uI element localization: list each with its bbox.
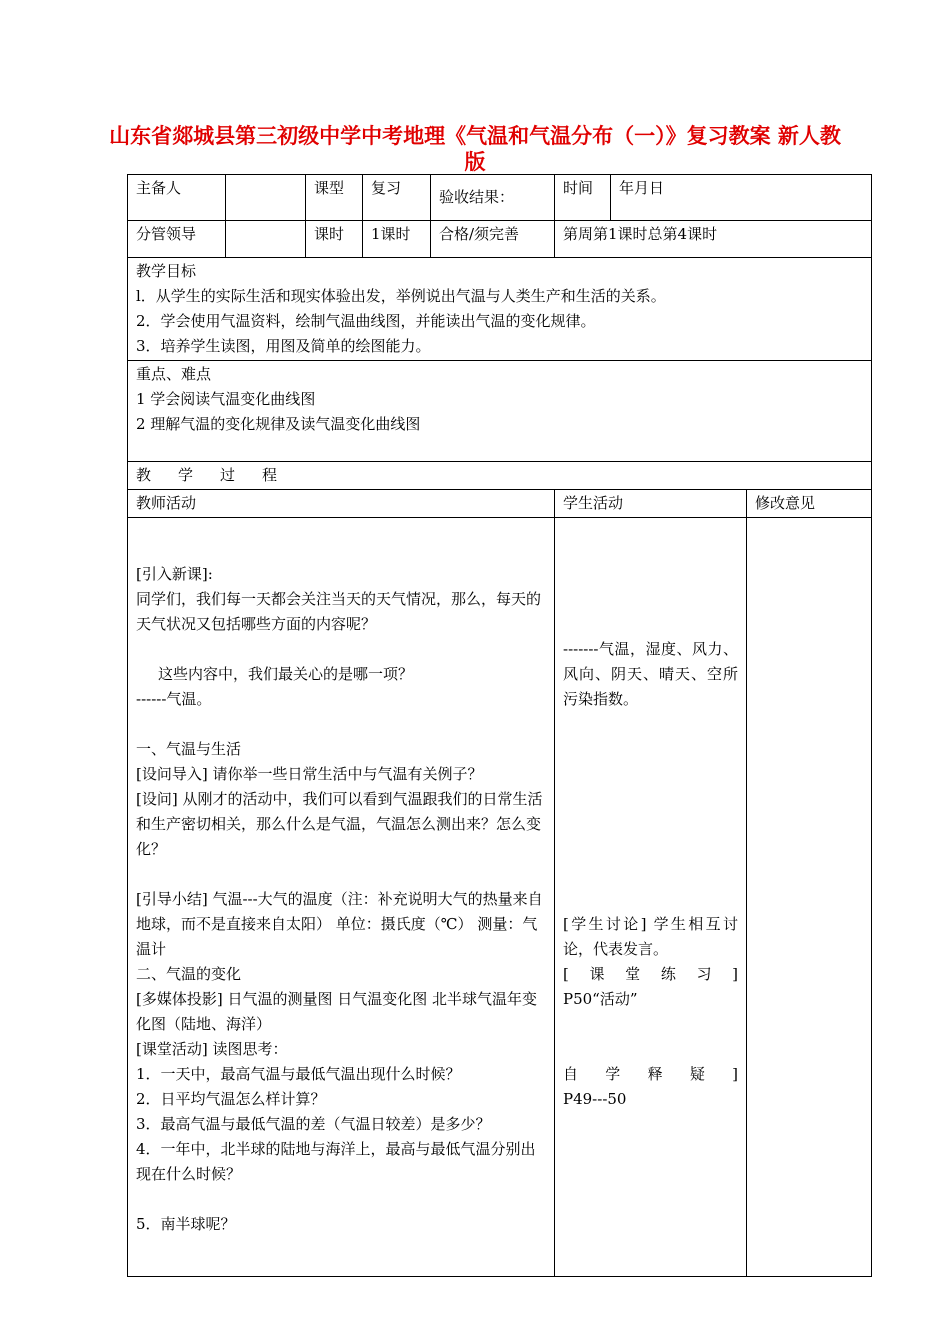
time-label: 时间 (555, 175, 611, 221)
goal-item: 2．学会使用气温资料，绘制气温曲线图，并能读出气温的变化规律。 (136, 312, 596, 330)
student-discussion: [学生讨论] 学生相互讨论，代表发言。 (563, 915, 738, 958)
document-title: 山东省郯城县第三初级中学中考地理《气温和气温分布（一）》复习教案 新人教版 (109, 123, 841, 174)
preparer-value (226, 175, 306, 221)
revise-col-header: 修改意见 (747, 490, 872, 518)
paragraph: ------气温。 (136, 690, 212, 708)
preparer-label: 主备人 (128, 175, 226, 221)
activity-row (128, 518, 872, 1277)
check-value: 合格/须完善 (431, 221, 555, 258)
student-activity-cell (555, 518, 747, 1277)
paragraph: 这些内容中，我们最关心的是哪一项？ (158, 665, 414, 683)
header-row-2 (128, 221, 872, 258)
process-row (128, 462, 872, 490)
key-point-item: 2 理解气温的变化规律及读气温变化曲线图 (136, 415, 421, 433)
section-heading: 一、气温与生活 (136, 740, 242, 758)
goal-item: l．从学生的实际生活和现实体验出发，举例说出气温与人类生产和生活的关系。 (136, 287, 666, 305)
question-item: 2．日平均气温怎么样计算？ (136, 1090, 326, 1108)
key-points-row (128, 361, 872, 462)
student-col-header: 学生活动 (555, 490, 747, 518)
student-exercise-ref: P50“活动” (563, 990, 638, 1008)
teacher-activity-cell (128, 518, 555, 1277)
paragraph: [设问导入] 请你举一些日常生活中与气温有关例子？ (136, 765, 483, 783)
type-label: 课型 (306, 175, 363, 221)
intro-label: [引入新课]: (136, 565, 213, 583)
goals-row (128, 258, 872, 361)
student-answer: -------气温，湿度、风力、风向、阴天、晴天、空所污染指数。 (563, 640, 738, 708)
teacher-col-header: 教师活动 (128, 490, 555, 518)
goal-item: 3．培养学生读图，用图及简单的绘图能力。 (136, 337, 431, 355)
revise-cell (747, 518, 872, 1277)
student-exercise-label: [课堂练习] (563, 965, 738, 983)
key-point-item: 1 学会阅读气温变化曲线图 (136, 390, 316, 408)
paragraph: [引导小结] 气温---大气的温度（注：补充说明大气的热量来自地球，而不是直接来自太阳） 单位：摄氏度（℃） 测量：气温计 (136, 890, 543, 958)
leader-label: 分管领导 (128, 221, 226, 258)
paragraph: [设问] 从刚才的活动中，我们可以看到气温跟我们的日常生活和生产密切相关，那么什么是气温，气温怎么测出来？怎么变化？ (136, 790, 543, 858)
self-study-label: 自学释疑] (563, 1065, 738, 1083)
goals-heading: 教学目标 (136, 262, 197, 280)
process-heading: 教学过程 (136, 466, 305, 484)
section-heading: 二、气温的变化 (136, 965, 242, 983)
paragraph: [课堂活动] 读图思考： (136, 1040, 288, 1058)
question-item: 5．南半球呢？ (136, 1215, 236, 1233)
question-item: 3．最高气温与最低气温的差（气温日较差）是多少？ (136, 1115, 491, 1133)
paragraph: 同学们，我们每一天都会关注当天的天气情况，那么，每天的天气状况又包括哪些方面的内容呢？ (136, 590, 542, 633)
question-item: 4．一年中，北半球的陆地与海洋上，最高与最低气温分别出现在什么时候？ (136, 1140, 536, 1183)
hours-label: 课时 (306, 221, 363, 258)
key-points-heading: 重点、难点 (136, 365, 212, 383)
question-item: 1．一天中，最高气温与最低气温出现什么时候？ (136, 1065, 461, 1083)
week-value: 第周第1课时总第4课时 (555, 221, 872, 258)
header-row-1 (128, 175, 872, 221)
column-header-row (128, 490, 872, 518)
paragraph: [多媒体投影] 日气温的测量图 日气温变化图 北半球气温年变化图（陆地、海洋） (136, 990, 538, 1033)
hours-value: 1课时 (363, 221, 431, 258)
leader-value (226, 221, 306, 258)
check-label: 验收结果： (431, 175, 555, 221)
time-value: 年月日 (611, 175, 872, 221)
self-study-ref: P49---50 (563, 1090, 627, 1108)
type-value: 复习 (363, 175, 431, 221)
lesson-plan-table (127, 174, 872, 1277)
